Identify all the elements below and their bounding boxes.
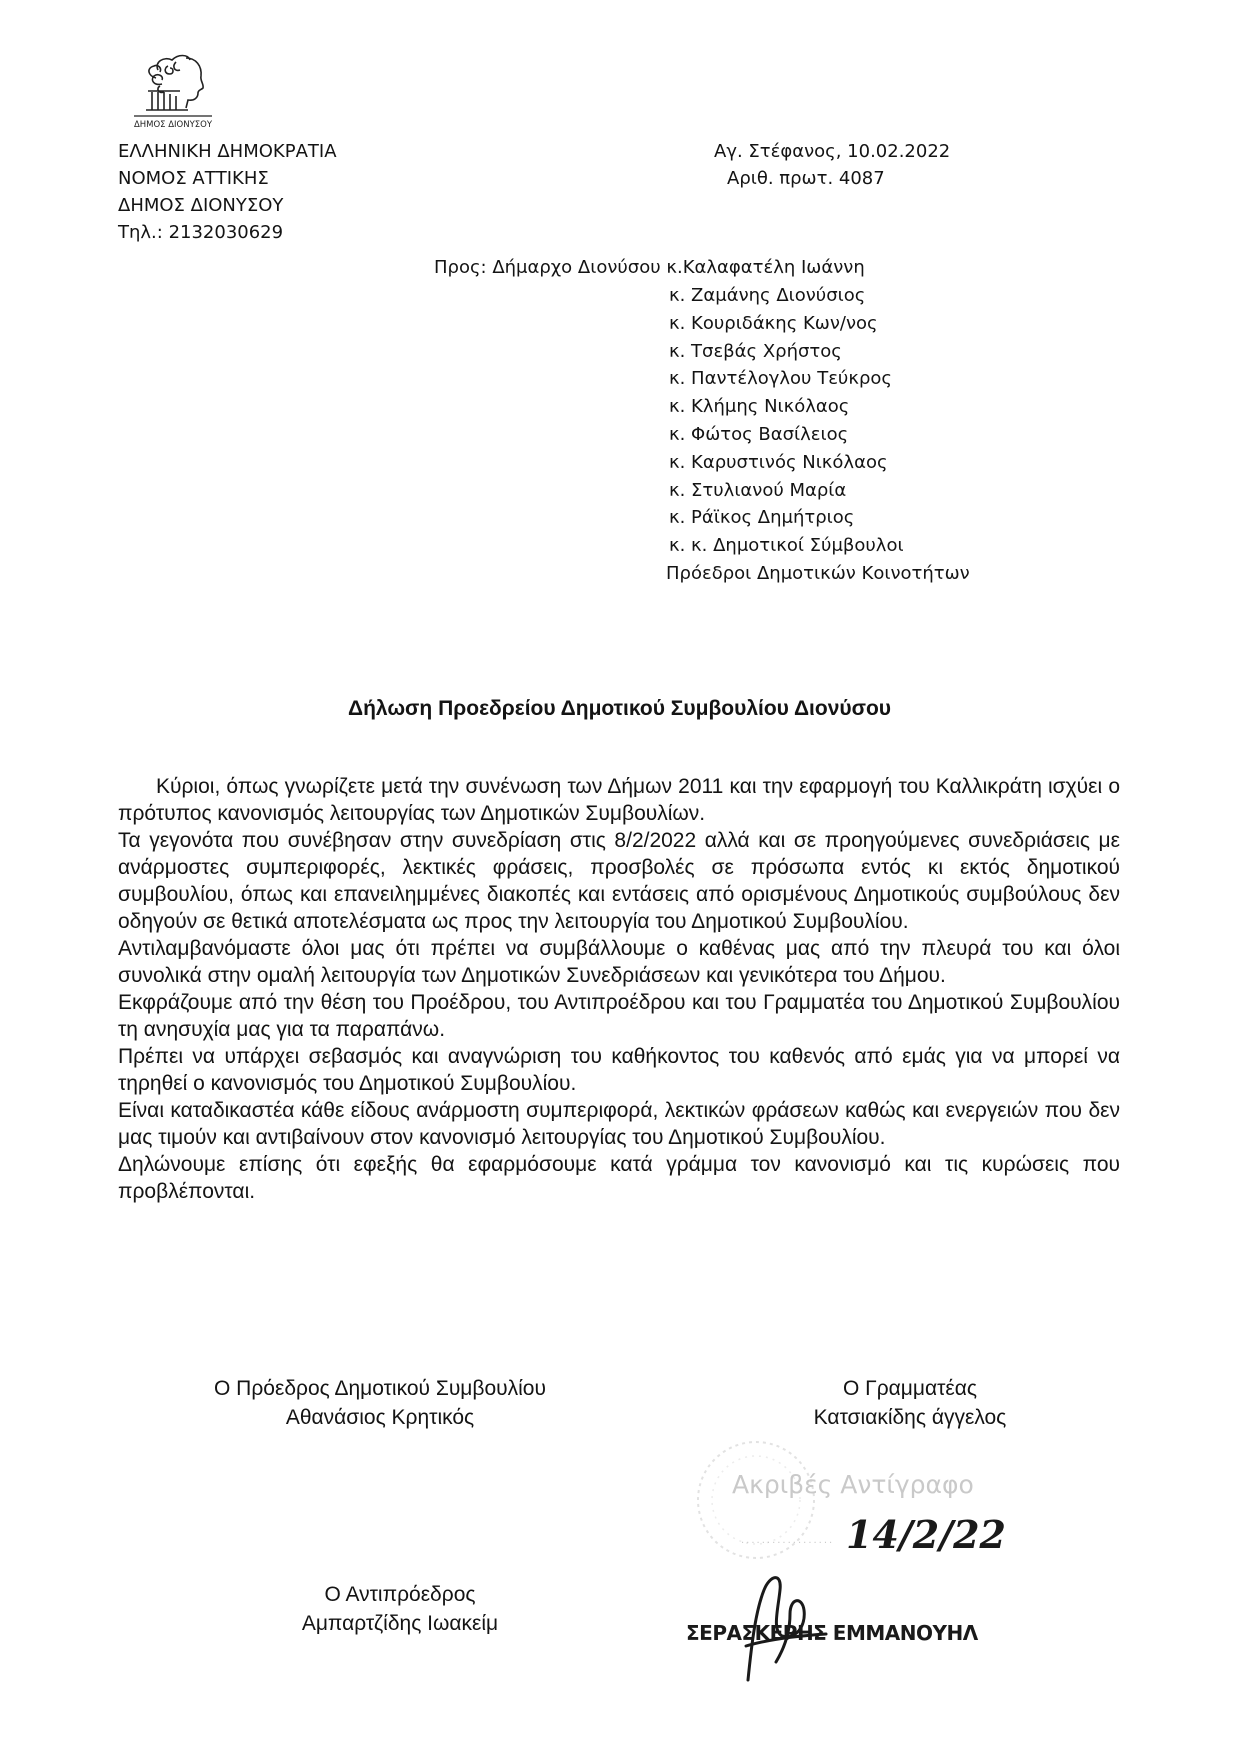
stamp-text: Ακριβές Αντίγραφο [732, 1470, 974, 1499]
vice-president-role: Ο Αντιπρόεδρος [324, 1583, 476, 1606]
document-title: Δήλωση Προεδρείου Δημοτικού Συμβουλίου Διονύσου [347, 697, 892, 720]
svg-text:..................: .................. [741, 1535, 835, 1546]
place-date: Αγ. Στέφανος, 10.02.2022 [714, 141, 951, 162]
sender-phone: Τηλ.: 2132030629 [118, 222, 284, 243]
recipient-list [666, 282, 970, 588]
body-paragraph: Τα γεγονότα που συνέβησαν στην συνεδρίαση στις 8/2/2022 αλλά και σε προηγούμενες συνεδριάσεις με ανάρμοστες συμπεριφορές, λεκτικές φράσεις, προσβολές σε πρόσωπα εντός κι εκτός δημοτικού συμβουλίου, όπως και επανειλημμένες διακοπές και εντάσεις από ορισμένους Δημοτικούς συμβούλους δεν οδηγούν σε θετικά αποτελέσματα ως προς την λειτουργία του Δημοτικού Συμβουλίου. [118, 829, 1120, 933]
recipient-item: κ. Παντέλογλου Τεύκρος [669, 368, 892, 390]
body-paragraph: Κύριοι, όπως γνωρίζετε μετά την συνένωση των Δήμων 2011 και την εφαρμογή του Καλλικράτη ισχύει ο πρότυπος κανονισμός λειτουργίας των Δημοτικών Συμβουλίων. [118, 775, 1120, 825]
sender-prefecture: ΝΟΜΟΣ ΑΤΤΙΚΗΣ [118, 168, 269, 189]
recipient-item: κ. Στυλιανού Μαρία [669, 479, 847, 501]
recipient-item: κ. Φώτος Βασίλειος [669, 423, 849, 445]
body-paragraph: Δηλώνουμε επίσης ότι εφεξής θα εφαρμόσουμε κατά γράμμα τον κανονισμό και τις κυρώσεις που προβλέπονται. [118, 1153, 1120, 1203]
recipient-item: Πρόεδροι Δημοτικών Κοινοτήτων [666, 562, 970, 584]
sender-country: ΕΛΛΗΝΙΚΗ ΔΗΜΟΚΡΑΤΙΑ [118, 141, 337, 162]
sender-municipality: ΔΗΜΟΣ ΔΙΟΝΥΣΟΥ [118, 195, 284, 216]
certified-copy-stamp [686, 1440, 1006, 1710]
to-label: Προς: Δήμαρχο Διονύσου κ.Καλαφατέλη Ιωάννη [434, 257, 865, 278]
secretary-name: Κατσιακίδης άγγελος [813, 1406, 1007, 1429]
body-paragraph: Είναι καταδικαστέα κάθε είδους ανάρμοστη συμπεριφορά, λεκτικών φράσεων καθώς και ενεργειών που δεν μας τιμούν και αντιβαίνουν στον κανονισμό λειτουργίας του Δημοτικού Συμβουλίου. [118, 1099, 1120, 1149]
recipient-item: κ. κ. Δημοτικοί Σύμβουλοι [669, 535, 904, 557]
recipient-item: κ. Ζαμάνης Διονύσιος [669, 285, 866, 306]
body-paragraph: Αντιλαμβανόμαστε όλοι μας ότι πρέπει να συμβάλλουμε ο καθένας μας από την πλευρά του και όλοι συνολικά στην ομαλή λειτουργία των Δημοτικών Συνεδριάσεων και γενικότερα του Δήμου. [118, 937, 1120, 987]
logo-caption: ΔΗΜΟΣ ΔΙΟΝΥΣΟΥ [133, 120, 213, 130]
handwritten-date: 14/2/22 [846, 1512, 1006, 1557]
president-signature [180, 1374, 580, 1432]
body-paragraph: Πρέπει να υπάρχει σεβασμός και αναγνώριση του καθήκοντος του καθενός από εμάς για να μπορεί να τηρηθεί ο κανονισμός του Δημοτικού Συμβουλίου. [118, 1045, 1120, 1095]
vice-president-signature [260, 1580, 540, 1638]
protocol-number: Αριθ. πρωτ. 4087 [727, 168, 885, 189]
certifier-name: ΣΕΡΑΣΚΕΡΗΣ ΕΜΜΑΝΟΥΗΛ [686, 1621, 978, 1645]
sender-block [118, 138, 337, 246]
document-body [118, 773, 1120, 1205]
recipient-item: κ. Καρυστινός Νικόλαος [669, 451, 888, 473]
secretary-role: Ο Γραμματέας [842, 1377, 978, 1400]
secretary-signature [760, 1374, 1060, 1432]
recipient-item: κ. Κλήμης Νικόλαος [669, 396, 850, 418]
president-role: Ο Πρόεδρος Δημοτικού Συμβουλίου [214, 1377, 546, 1400]
recipient-item: κ. Κουριδάκης Κων/νος [669, 312, 878, 334]
body-paragraph: Εκφράζουμε από την θέση του Προέδρου, του Αντιπροέδρου και του Γραμματέα του Δημοτικού Συμβουλίου τη ανησυχία μας για τα παραπάνω. [118, 991, 1120, 1041]
recipient-item: κ. Τσεβάς Χρήστος [669, 340, 842, 362]
president-name: Αθανάσιος Κρητικός [285, 1406, 475, 1429]
municipality-logo [128, 48, 218, 132]
vice-president-name: Αμπαρτζίδης Ιωακείμ [301, 1612, 499, 1635]
recipient-item: κ. Ράϊκος Δημήτριος [669, 507, 855, 529]
